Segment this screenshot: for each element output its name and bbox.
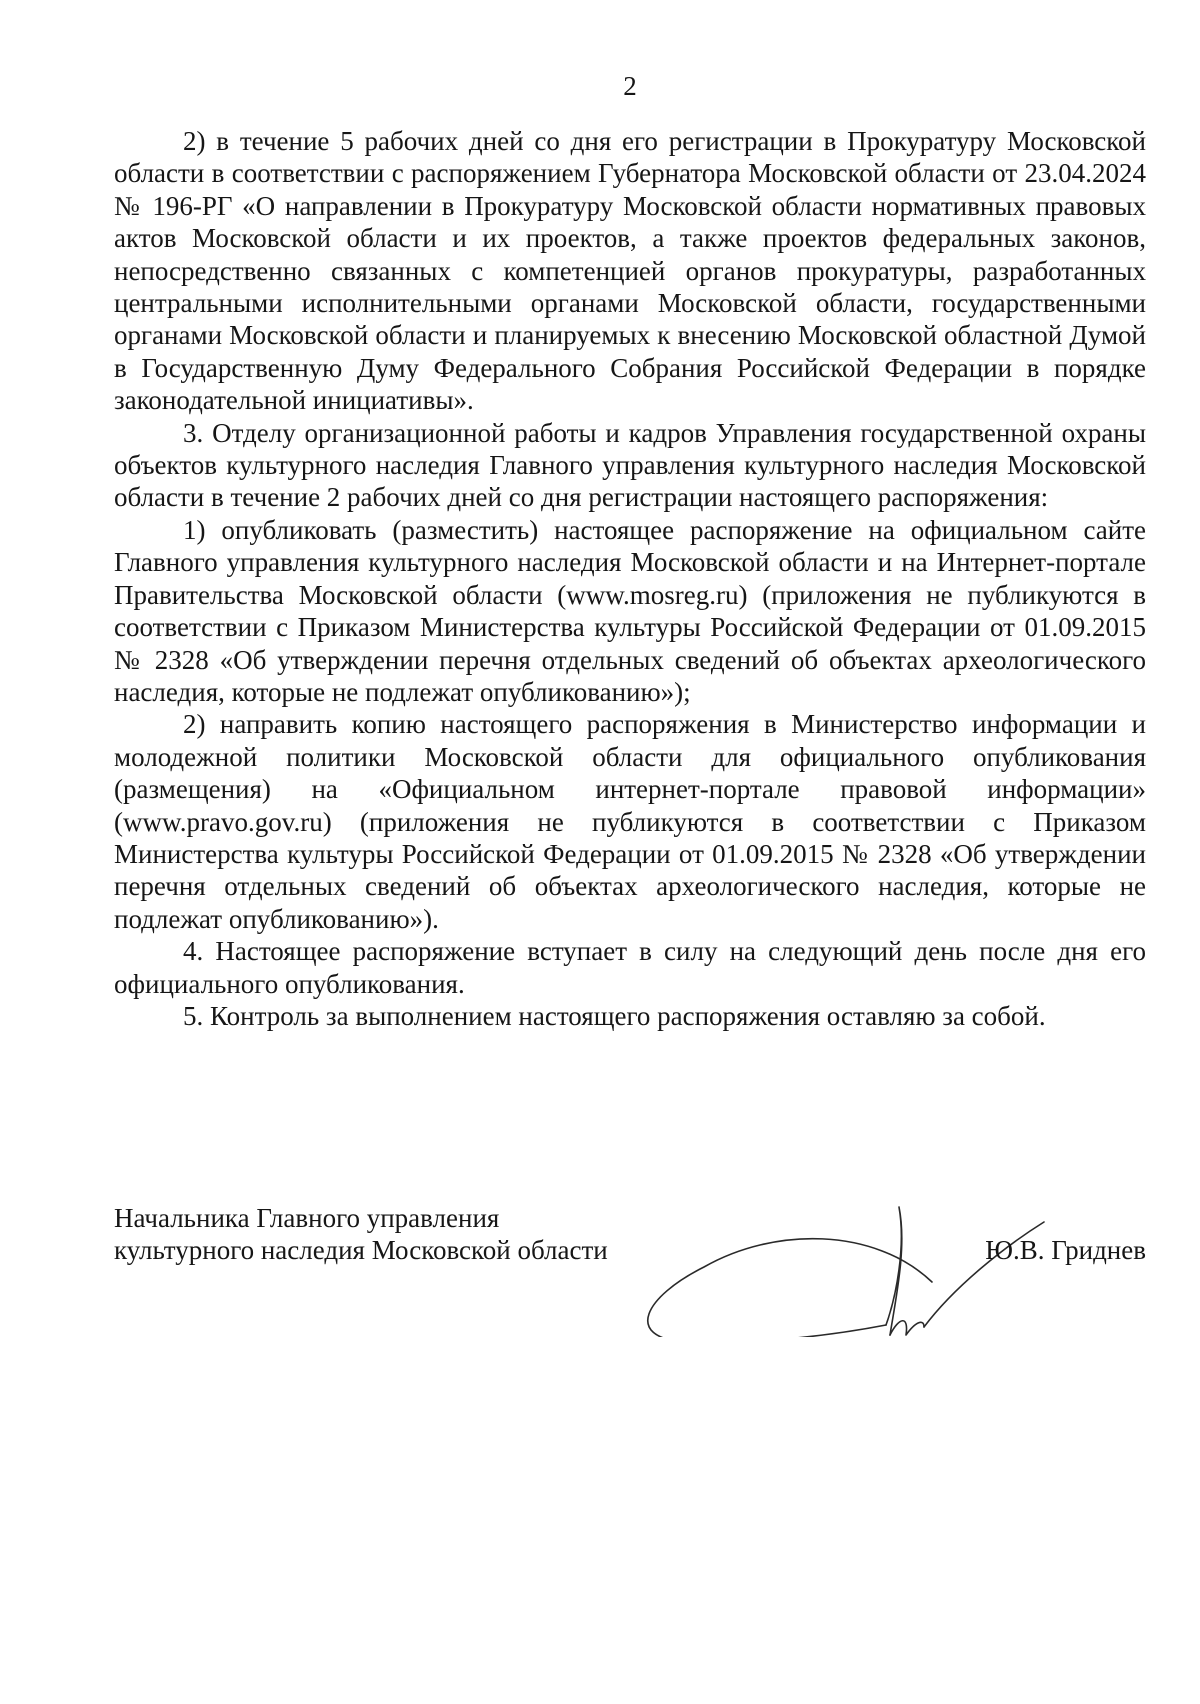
document-body [114, 125, 1146, 1032]
signatory-name: Ю.В. Гриднев [985, 1235, 1146, 1265]
paragraph-item-2-prosecutor: 2) в течение 5 рабочих дней со дня его регистрации в Прокуратуру Московской области в соответствии с распоряжением Губернатора Московской области от 23.04.2024 № 196-РГ «О направлении в Прокуратуру Московской области нормативных правовых актов Московской области и их проектов, а также проектов федеральных законов, непосредственно связанных с компетенцией органов прокуратуры, разработанных центральными исполнительными органами Московской области, государственными органами Московской области и планируемых к внесению Московской областной Думой в Государственную Думу Федерального Собрания Российской Федерации в порядке законодательной инициативы». [114, 126, 1146, 416]
paragraph-clause-5: 5. Контроль за выполнением настоящего распоряжения оставляю за собой. [183, 1000, 1046, 1031]
page-number: 2 [623, 71, 637, 101]
signatory-position: Начальника Главного управления культурного наследия Московской области [114, 1203, 608, 1266]
paragraph-item-1-publish: 1) опубликовать (разместить) настоящее распоряжение на официальном сайте Главного управления культурного наследия Московской области и на Интернет-портале Правительства Московской области (www.mosreg.ru) (приложения не публикуются в соответствии с Приказом Министерства культуры Российской Федерации от 01.09.2015 № 2328 «Об утверждении перечня отдельных сведений об объектах археологического наследия, которые не подлежат опубликованию»); [114, 514, 1146, 707]
paragraph-clause-3: 3. Отделу организационной работы и кадров Управления государственной охраны объектов культурного наследия Главного управления культурного наследия Московской области в течение 2 рабочих дней со дня регистрации настоящего распоряжения: [114, 417, 1146, 513]
paragraph-clause-4: 4. Настоящее распоряжение вступает в силу на следующий день после дня его официального опубликования. [114, 936, 1146, 999]
signature-block [114, 1202, 1146, 1322]
paragraph-item-2-send-copy: 2) направить копию настоящего распоряжения в Министерство информации и молодежной политики Московской области для официального опубликования (размещения) на «Официальном интернет-портале правовой информации» (www.pravo.gov.ru) (приложения не публикуются в соответствии с Приказом Министерства культуры Российской Федерации от 01.09.2015 № 2328 «Об утверждении перечня отдельных сведений об объектах археологического наследия, которые не подлежат опубликованию»). [114, 709, 1146, 934]
